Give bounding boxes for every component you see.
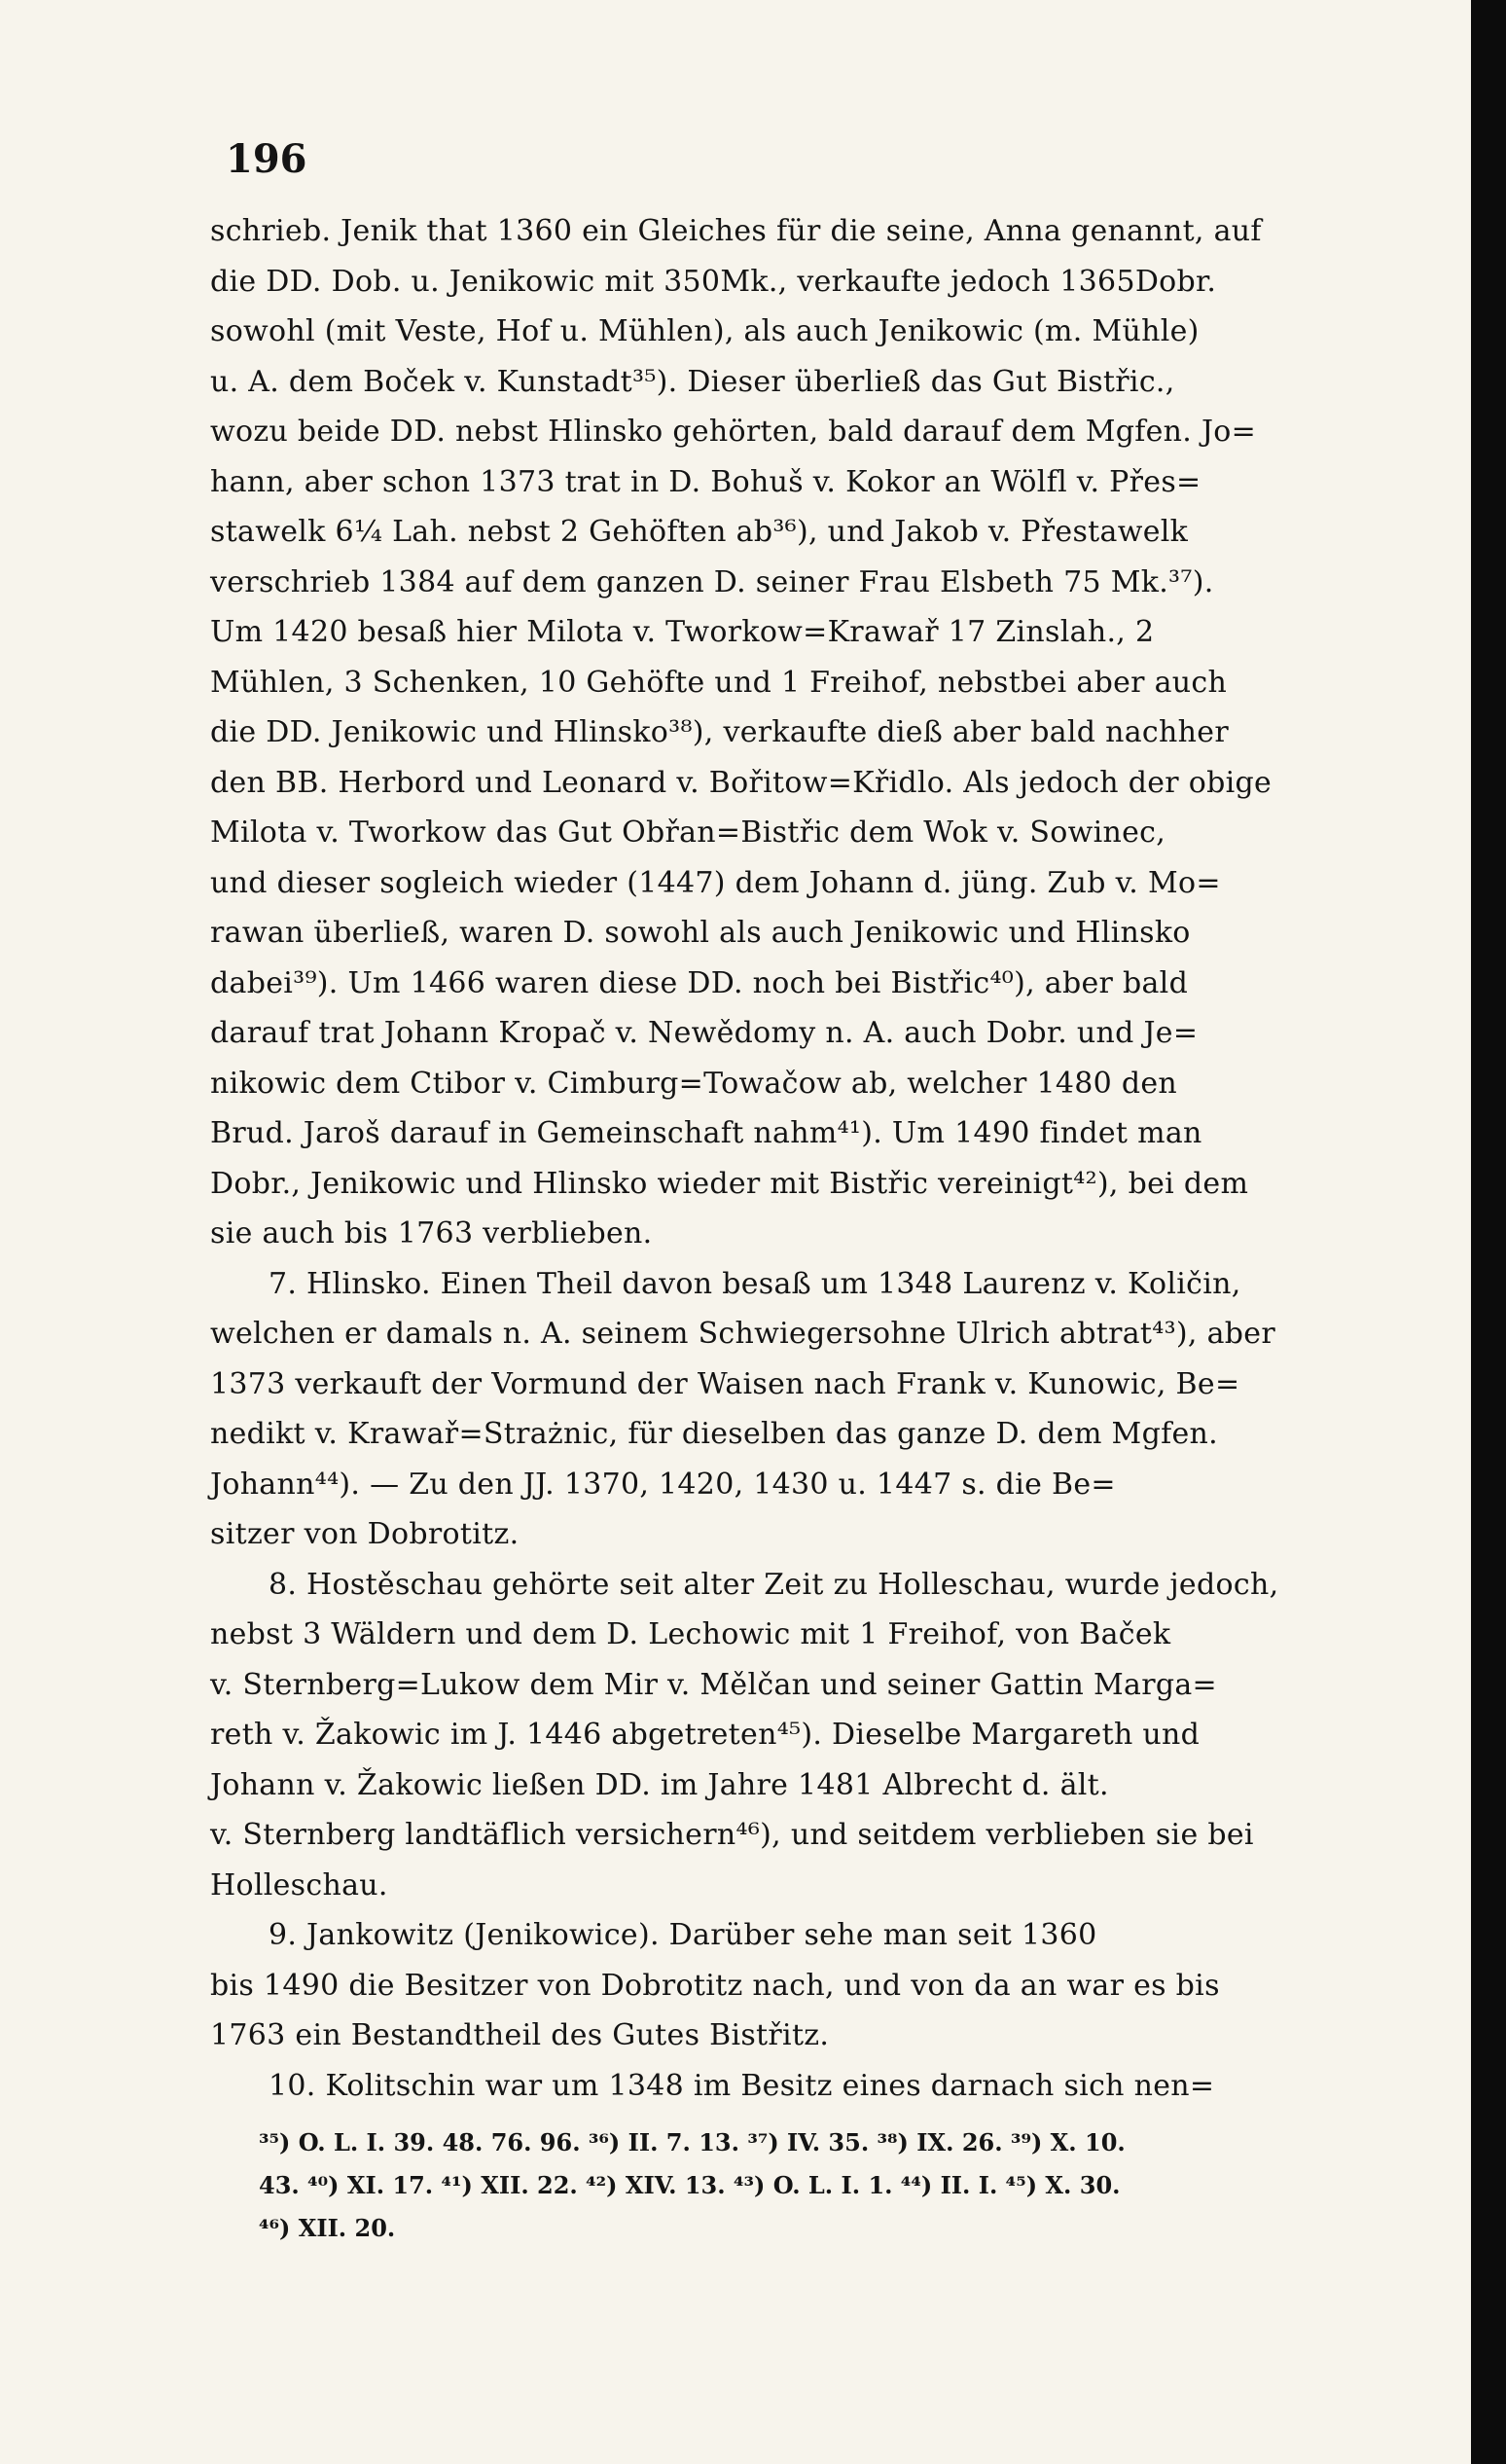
text-line: 1373 verkauft der Vormund der Waisen nach Frank v. Kunowic, Be= (210, 1366, 1240, 1401)
footnote-line: ³⁵) O. L. I. 39. 48. 76. 96. ³⁶) II. 7. 13. ³⁷) IV. 35. ³⁸) IX. 26. ³⁹) X. 10. (259, 2128, 1126, 2156)
text-line: Brud. Jaroš darauf in Gemeinschaft nahm⁴¹). Um 1490 findet man (210, 1116, 1202, 1150)
text-line: und dieser sogleich wieder (1447) dem Johann d. jüng. Zub v. Mo= (210, 865, 1221, 900)
text-line: nebst 3 Wäldern und dem D. Lechowic mit 1 Freihof, von Baček (210, 1617, 1171, 1651)
footnote-line: 43. ⁴⁰) XI. 17. ⁴¹) XII. 22. ⁴²) XIV. 13. ⁴³) O. L. I. 1. ⁴⁴) II. I. ⁴⁵) X. 30. (259, 2171, 1121, 2199)
text-line: Johann v. Žakowic ließen DD. im Jahre 1481 Albrecht d. ält. (210, 1767, 1109, 1802)
text-line: sowohl (mit Veste, Hof u. Mühlen), als auch Jenikowic (m. Mühle) (210, 314, 1200, 348)
text-line: bis 1490 die Besitzer von Dobrotitz nach, und von da an war es bis (210, 1968, 1220, 2003)
text-line: Um 1420 besaß hier Milota v. Tworkow=Krawař 17 Zinslah., 2 (210, 615, 1155, 649)
text-line: welchen er damals n. A. seinem Schwiegersohne Ulrich abtrat⁴³), aber (210, 1317, 1275, 1351)
text-line: v. Sternberg=Lukow dem Mir v. Mělčan und seiner Gattin Marga= (210, 1667, 1217, 1702)
text-line: wozu beide DD. nebst Hlinsko gehörten, bald darauf dem Mgfen. Jo= (210, 415, 1257, 449)
section-9-jankowitz: 9. Jankowitz (Jenikowice). Darüber sehe man seit 1360 (269, 1918, 1097, 1952)
text-line: stawelk 6¼ Lah. nebst 2 Gehöften ab³⁶), und Jakob v. Přestawelk (210, 515, 1189, 549)
text-line: nedikt v. Krawař=Strażnic, für dieselben das ganze D. dem Mgfen. (210, 1417, 1218, 1451)
text-line: Johann⁴⁴). — Zu den JJ. 1370, 1420, 1430 u. 1447 s. die Be= (210, 1467, 1116, 1502)
text-line: v. Sternberg landtäflich versichern⁴⁶), und seitdem verblieben sie bei (210, 1818, 1254, 1852)
text-line: reth v. Žakowic im J. 1446 abgetreten⁴⁵). Dieselbe Margareth und (210, 1718, 1201, 1752)
section-7-hlinsko: 7. Hlinsko. Einen Theil davon besaß um 1348 Laurenz v. Količin, (269, 1266, 1241, 1301)
footnote-line: ⁴⁶) XII. 20. (259, 2214, 396, 2242)
text-line: 1763 ein Bestandtheil des Gutes Bistřitz. (210, 2018, 830, 2052)
text-line: sitzer von Dobrotitz. (210, 1517, 520, 1551)
text-line: rawan überließ, waren D. sowohl als auch Jenikowic und Hlinsko (210, 916, 1191, 950)
text-line: dabei³⁹). Um 1466 waren diese DD. noch bei Bistřic⁴⁰), aber bald (210, 965, 1189, 1000)
section-10-kolitschin: 10. Kolitschin war um 1348 im Besitz eines darnach sich nen= (269, 2068, 1215, 2103)
text-line: Dobr., Jenikowic und Hlinsko wieder mit Bistřic vereinigt⁴²), bei dem (210, 1166, 1249, 1201)
body-text (210, 206, 1368, 2111)
section-8-hosteschau: 8. Hostěschau gehörte seit alter Zeit zu Holleschau, wurde jedoch, (269, 1567, 1279, 1602)
page-number: 196 (226, 136, 307, 182)
text-line: verschrieb 1384 auf dem ganzen D. seiner Frau Elsbeth 75 Mk.³⁷). (210, 564, 1214, 599)
text-line: Mühlen, 3 Schenken, 10 Gehöfte und 1 Freihof, nebstbei aber auch (210, 665, 1228, 700)
text-line: sie auch bis 1763 verblieben. (210, 1216, 653, 1250)
text-line: Milota v. Tworkow das Gut Obřan=Bistřic dem Wok v. Sowinec, (210, 815, 1166, 850)
text-line: nikowic dem Ctibor v. Cimburg=Towačow ab, welcher 1480 den (210, 1066, 1178, 1101)
text-line: die DD. Dob. u. Jenikowic mit 350Mk., verkaufte jedoch 1365Dobr. (210, 264, 1217, 299)
text-line: die DD. Jenikowic und Hlinsko³⁸), verkaufte dieß aber bald nachher (210, 715, 1229, 749)
text-line: schrieb. Jenik that 1360 ein Gleiches für die seine, Anna genannt, auf (210, 214, 1262, 248)
text-line: darauf trat Johann Kropač v. Newědomy n. A. auch Dobr. und Je= (210, 1016, 1199, 1050)
footnotes (210, 2121, 1368, 2250)
text-line: den BB. Herbord und Leonard v. Bořitow=Křidlo. Als jedoch der obige (210, 765, 1273, 800)
text-line: hann, aber schon 1373 trat in D. Bohuš v. Kokor an Wölfl v. Přes= (210, 464, 1201, 499)
page-binding-edge (1471, 0, 1506, 2464)
text-line: Holleschau. (210, 1867, 388, 1902)
text-line: u. A. dem Boček v. Kunstadt³⁵). Dieser überließ das Gut Bistřic., (210, 364, 1175, 399)
